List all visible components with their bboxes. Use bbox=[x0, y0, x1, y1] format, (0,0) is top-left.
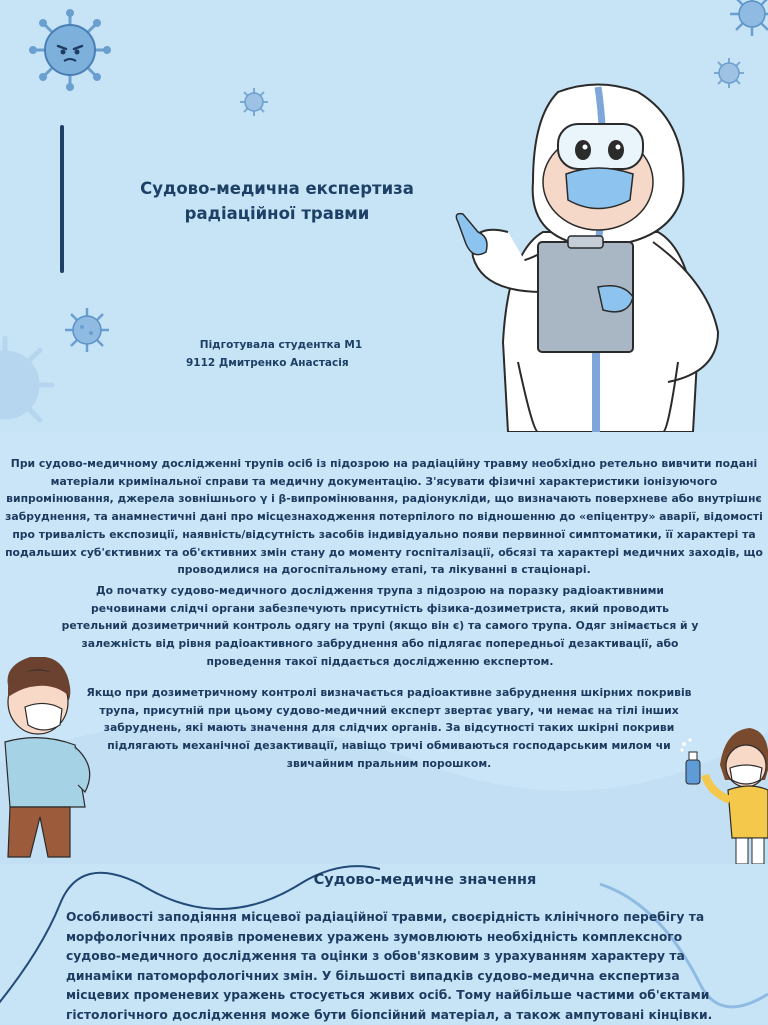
doctor-in-hazmat-illustration bbox=[448, 82, 738, 432]
section-heading: Судово-медичне значення bbox=[313, 872, 537, 888]
paragraph-3: Якщо при дозиметричному контролі визначається радіоактивне забруднення шкірних покривів трупа, присутній при цьому судово-медичний експерт звертає увагу, чи немає на тілі інших забруднень, які мають значення для слідчих органів. За відсутності таких шкірні покриви підлягають механічної дезактивації, навіщо тричі обмиваються господарським милом чи звичайним пральним порошком. bbox=[86, 686, 692, 770]
author-info bbox=[186, 336, 376, 372]
virus-icon bbox=[238, 86, 270, 118]
paragraph-2: До початку судово-медичного дослідження трупа з підозрою на поразку радіоактивними речовинами слідчі органи забезпечують присутність фізика-дозиметриста, який проводить ретельний дозиметричний контроль одягу на трупі (якщо він є) та самого трупа. Одяг знімається й у залежність від рівня радіоактивного забруднення або підлягає попередньої дезактивації, або проведення такої піддається дослідженню експертом. bbox=[61, 584, 699, 668]
virus-icon bbox=[28, 8, 112, 92]
author-line-1: Підготувала студентка М1 bbox=[199, 339, 363, 351]
paragraph-1: При судово-медичному дослідженні трупів осіб із підозрою на радіаційну травму необхідно ретельно вивчити подані матеріали кримінальної справи та медичну документацію. З'ясувати фізичні характеристики іонізуючого випромінювання, джерела зовнішнього γ і β-випромінювання, радіонукліди, що визначають поверхневе або внутрішнє забруднення, та анамнестичні дані про місцезнаходження потерпілого по відношенню до «епіцентру» аварії, відомості про тривалість експозиції, наявність/відсутність засобів індивідуально появи первинної симптоматики, її характері та подальших суб'єктивних та об'єктивних змін стану до моменту госпіталізації, обсязі та характері медичних заходів, що проводилися на догоспітальному етапі, та лікуванні в стаціонарі. bbox=[5, 457, 763, 577]
background-virus-icon bbox=[0, 330, 70, 432]
title-accent-bar bbox=[60, 125, 64, 273]
page-title: Судово-медична експертиза радіаційної травми bbox=[140, 179, 414, 223]
author-line-2: 9112 Дмитренко Анастасія bbox=[186, 357, 349, 369]
title-slide bbox=[0, 0, 768, 432]
virus-icon bbox=[62, 305, 112, 355]
virus-icon bbox=[728, 0, 768, 38]
section-text: Особливості заподіяння місцевої радіаційної травми, своєрідність клінічного перебігу та морфологічних проявів променевих уражень зумовлюють необхідність комплексного судово-медичного дослідження та оцінки з обов'язковим з урахуванням характеру та динаміки патоморфологічних змін. У більшості випадків судово-медична експертиза місцевих променевих уражень стосується живих осіб. Тому найбільше частими об'єктами гістологічного дослідження може бути біопсійний матеріал, а також ампутовані кінцівки. bbox=[66, 910, 713, 1022]
